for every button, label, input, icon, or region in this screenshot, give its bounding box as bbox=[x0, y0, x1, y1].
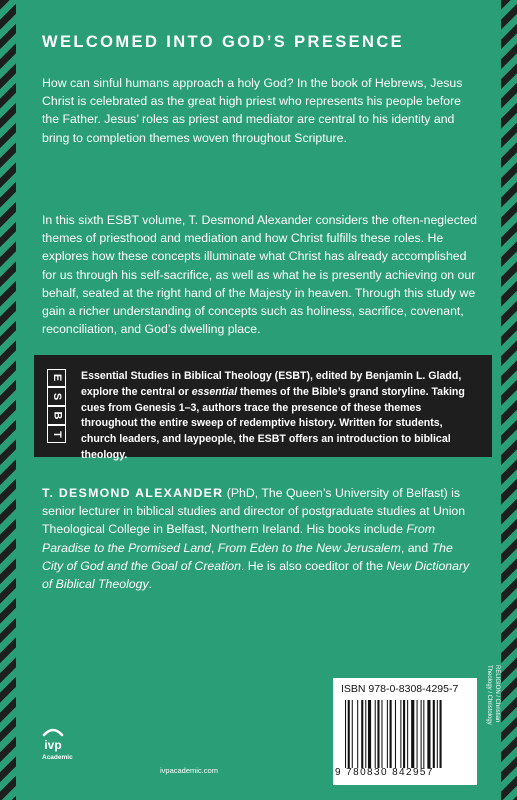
barcode-bar bbox=[395, 700, 396, 768]
esbt-divider bbox=[48, 405, 65, 407]
barcode-bar bbox=[403, 700, 405, 768]
author-bio-text: . bbox=[148, 577, 153, 592]
barcode-bar bbox=[423, 700, 424, 768]
author-bio-text: . He is also coeditor of the bbox=[240, 558, 387, 573]
ivp-arch-icon bbox=[42, 723, 64, 753]
barcode-bar bbox=[381, 700, 382, 768]
barcode-bar bbox=[368, 700, 371, 768]
series-text-emphasis: essential bbox=[191, 385, 238, 398]
barcode-bar bbox=[377, 700, 379, 768]
barcode-bar bbox=[361, 700, 363, 768]
esbt-letter: S bbox=[51, 392, 63, 401]
author-bio bbox=[42, 484, 477, 593]
left-stripe-border bbox=[0, 0, 16, 800]
publisher-url: ivpacademic.com bbox=[160, 766, 218, 775]
right-stripe-border bbox=[501, 0, 517, 800]
barcode-bar bbox=[417, 700, 418, 768]
esbt-divider bbox=[48, 386, 65, 388]
barcode-bar bbox=[352, 700, 353, 768]
author-bio-text: (PhD, The Queen’s University of Belfast) is senior lecturer in biblical studies and director of postgraduate studies at Union Theological College in Belfast, Northern Ireland. His books include bbox=[42, 486, 466, 537]
barcode-number: 9 780830 842957 bbox=[335, 767, 434, 778]
author-name: T. DESMOND ALEXANDER bbox=[42, 486, 224, 500]
description-paragraph-2: In this sixth ESBT volume, T. Desmond Alexander considers the often-neglected themes of priesthood and mediation and how Christ fulfills these roles. He explores how these concepts illuminate what Christ has already accomplished for us through his self-sacrifice, as well as what he is presently achieving on our behalf, seated at the right hand of the Majesty in heaven. Through this study we gain a richer understanding of concepts such as holiness, sacrifice, covenant, reconciliation, and God’s dwelling place. bbox=[42, 213, 477, 337]
barcode-icon bbox=[345, 700, 470, 768]
ivp-logo-text: ivp bbox=[44, 738, 62, 752]
publisher-logo bbox=[42, 723, 73, 761]
barcode-bar bbox=[357, 700, 358, 768]
barcode-bar bbox=[411, 700, 414, 768]
series-description bbox=[81, 369, 480, 464]
barcode-bar bbox=[345, 700, 346, 768]
esbt-letter: E bbox=[51, 373, 63, 381]
barcode-bar bbox=[427, 700, 430, 768]
series-text-part: themes of the Bible’s grand storyline. Taking cues from Genesis 1–3, authors trace the presence of these themes throughout the entire sweep of redemptive history. Written for students, church leaders, and laypeople, the ESBT offers an introduction to biblical theology. bbox=[81, 385, 465, 461]
barcode-bar bbox=[375, 700, 376, 768]
book-title: The City of God and the Goal of Creation bbox=[42, 540, 453, 573]
esbt-logo-icon bbox=[47, 369, 66, 443]
barcode-bar bbox=[421, 700, 422, 768]
series-text-part: Essential Studies in Biblical Theology (ESBT), edited by Benjamin L. Gladd, explore the central or bbox=[81, 370, 462, 398]
barcode-bar bbox=[387, 700, 388, 768]
author-bio-text: , and bbox=[400, 540, 432, 555]
barcode-bar bbox=[433, 700, 435, 768]
barcode-bar bbox=[440, 700, 442, 768]
category-label: RELIGION / Christian Theology / Christology bbox=[486, 665, 500, 725]
book-title: From Eden to the New Jerusalem bbox=[217, 540, 401, 555]
book-title: New Dictionary of Biblical Theology bbox=[42, 558, 470, 592]
cover-heading: WELCOMED INTO GOD’S PRESENCE bbox=[42, 33, 405, 51]
esbt-letter: T bbox=[50, 431, 63, 439]
barcode-bar bbox=[390, 700, 392, 768]
description-paragraph-1: How can sinful humans approach a holy God? In the book of Hebrews, Jesus Christ is celebrated as the great high priest who represents his people before the Father. Jesus’ roles as priest and mediator are central to his identity and bring to completion themes woven throughout Scripture. bbox=[42, 76, 463, 145]
publisher-imprint: Academic bbox=[42, 754, 73, 761]
book-title: From Paradise to the Promised Land bbox=[42, 522, 436, 555]
series-info-box bbox=[34, 355, 492, 461]
barcode-bar bbox=[437, 700, 438, 768]
barcode-bar bbox=[400, 700, 401, 768]
author-bio-text: , bbox=[210, 540, 218, 555]
isbn-text: ISBN 978-0-8308-4295-7 bbox=[341, 683, 459, 695]
barcode-bar bbox=[407, 700, 408, 768]
esbt-divider bbox=[48, 424, 65, 426]
barcode-box bbox=[333, 678, 477, 785]
esbt-letter: B bbox=[50, 411, 63, 420]
barcode-bar bbox=[348, 700, 350, 768]
barcode-bar bbox=[365, 700, 366, 768]
